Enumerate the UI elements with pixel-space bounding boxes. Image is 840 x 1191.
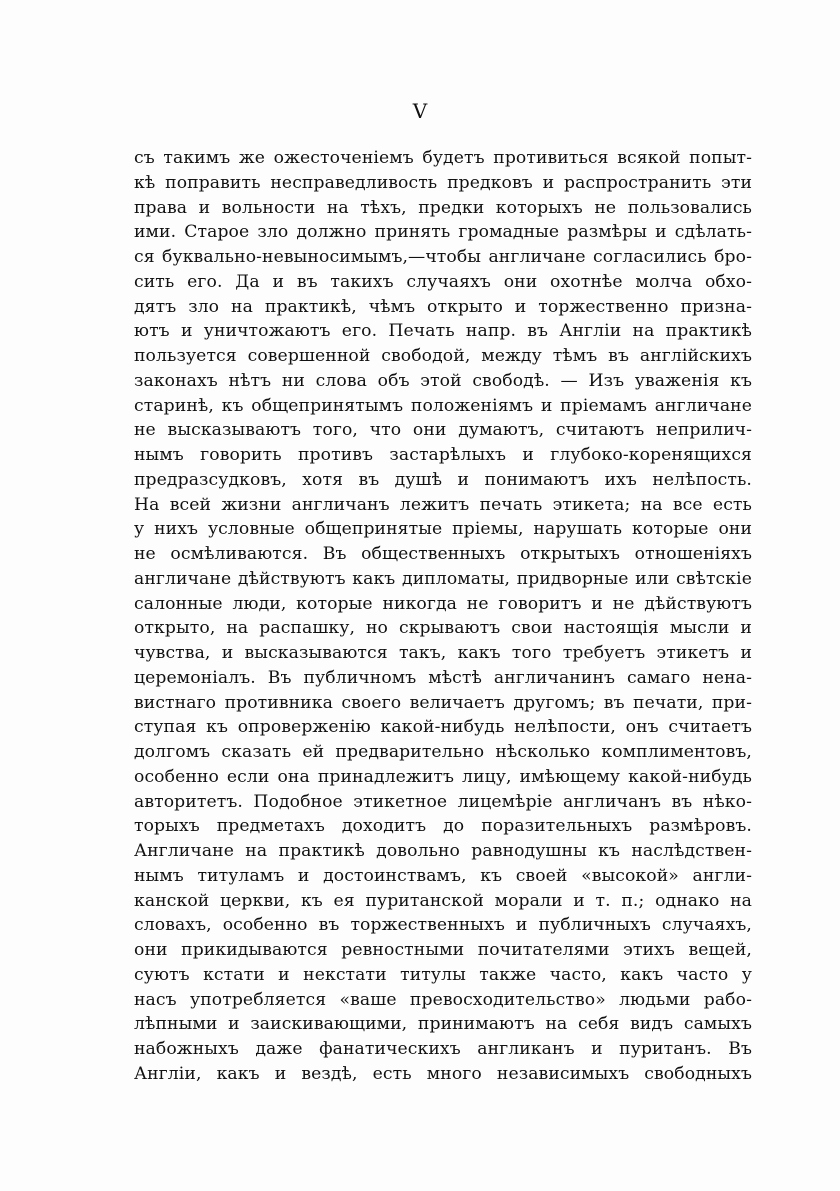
text-line: салонные люди, которые никогда не говоритъ и не дѣйствуютъ	[134, 593, 752, 614]
text-line: ютъ и уничтожаютъ его. Печать напр. въ Англіи на практикѣ	[134, 321, 752, 342]
text-line: дятъ зло на практикѣ, чѣмъ открыто и торжественно призна-	[134, 296, 752, 317]
text-line: торыхъ предметахъ доходитъ до поразительныхъ размѣровъ.	[134, 816, 752, 837]
text-line: канской церкви, къ ея пуританской морали и т. п.; однако на	[134, 890, 752, 911]
text-line: съ такимъ же ожесточеніемъ будетъ противиться всякой попыт-	[134, 148, 752, 168]
text-line: церемоніалъ. Въ публичномъ мѣстѣ англичанинъ самаго нена-	[134, 667, 752, 688]
text-line: авторитетъ. Подобное этикетное лицемѣріе англичанъ въ нѣко-	[134, 791, 752, 812]
text-line: словахъ, особенно въ торжественныхъ и публичныхъ случаяхъ,	[134, 915, 752, 936]
text-line: права и вольности на тѣхъ, предки которыхъ не пользовались	[134, 197, 752, 218]
text-line: насъ употребляется «ваше превосходительство» людьми рабо-	[134, 989, 752, 1010]
text-line: Англіи, какъ и вездѣ, есть много независимыхъ свободныхъ	[134, 1063, 752, 1084]
text-line: законахъ нѣтъ ни слова объ этой свободѣ. — Изъ уваженія къ	[134, 370, 752, 391]
text-line: кѣ поправить несправедливость предковъ и распространить эти	[134, 172, 752, 193]
text-line: нымъ титуламъ и достоинствамъ, къ своей «высокой» англи-	[134, 865, 752, 886]
text-line: открыто, на распашку, но скрываютъ свои настоящія мысли и	[134, 618, 752, 639]
text-line: англичане дѣйствуютъ какъ дипломаты, придворные или свѣтскіе	[134, 568, 752, 589]
text-line: не высказываютъ того, что они думаютъ, считаютъ неприлич-	[134, 420, 752, 441]
text-line: набожныхъ даже фанатическихъ англиканъ и пуританъ. Въ	[134, 1039, 752, 1059]
text-line: ся буквально-невыносимымъ,—чтобы англичане согласились бро-	[134, 247, 752, 267]
text-line: лѣпными и заискивающими, принимаютъ на себя видъ самыхъ	[134, 1014, 752, 1035]
text-line: чувства, и высказываются такъ, какъ того требуетъ этикетъ и	[134, 643, 752, 663]
text-line: ступая къ опроверженію какой-нибудь нелѣпости, онъ считаетъ	[134, 717, 752, 738]
page-number: V	[412, 99, 428, 123]
text-line: старинѣ, къ общепринятымъ положеніямъ и пріемамъ англичане	[134, 395, 752, 416]
text-line: они прикидываются ревностными почитателями этихъ вещей,	[134, 940, 752, 960]
text-line: пользуется совершенной свободой, между тѣмъ въ англійскихъ	[134, 346, 752, 366]
text-line: На всей жизни англичанъ лежитъ печать этикета; на все есть	[134, 494, 752, 515]
text-line: сить его. Да и въ такихъ случаяхъ они охотнѣе молча обхо-	[134, 271, 752, 292]
text-line: вистнаго противника своего величаетъ другомъ; въ печати, при-	[134, 692, 752, 713]
text-line: особенно если она принадлежитъ лицу, имѣющему какой-нибудь	[134, 766, 752, 787]
body-text	[134, 146, 752, 1087]
text-line: предразсудковъ, хотя въ душѣ и понимаютъ ихъ нелѣпость.	[134, 469, 752, 490]
text-line: не осмѣливаются. Въ общественныхъ открытыхъ отношеніяхъ	[134, 544, 752, 564]
text-line: нымъ говорить противъ застарѣлыхъ и глубоко-коренящихся	[134, 445, 752, 465]
text-line: ими. Старое зло должно принять громадные размѣры и сдѣлать-	[134, 222, 752, 243]
text-line: у нихъ условные общепринятые пріемы, нарушать которые они	[134, 519, 752, 540]
text-line: суютъ кстати и некстати титулы также часто, какъ часто у	[134, 964, 752, 985]
text-line: долгомъ сказать ей предварительно нѣсколько комплиментовъ,	[134, 742, 752, 762]
text-line: Англичане на практикѣ довольно равнодушны къ наслѣдствен-	[134, 841, 752, 861]
